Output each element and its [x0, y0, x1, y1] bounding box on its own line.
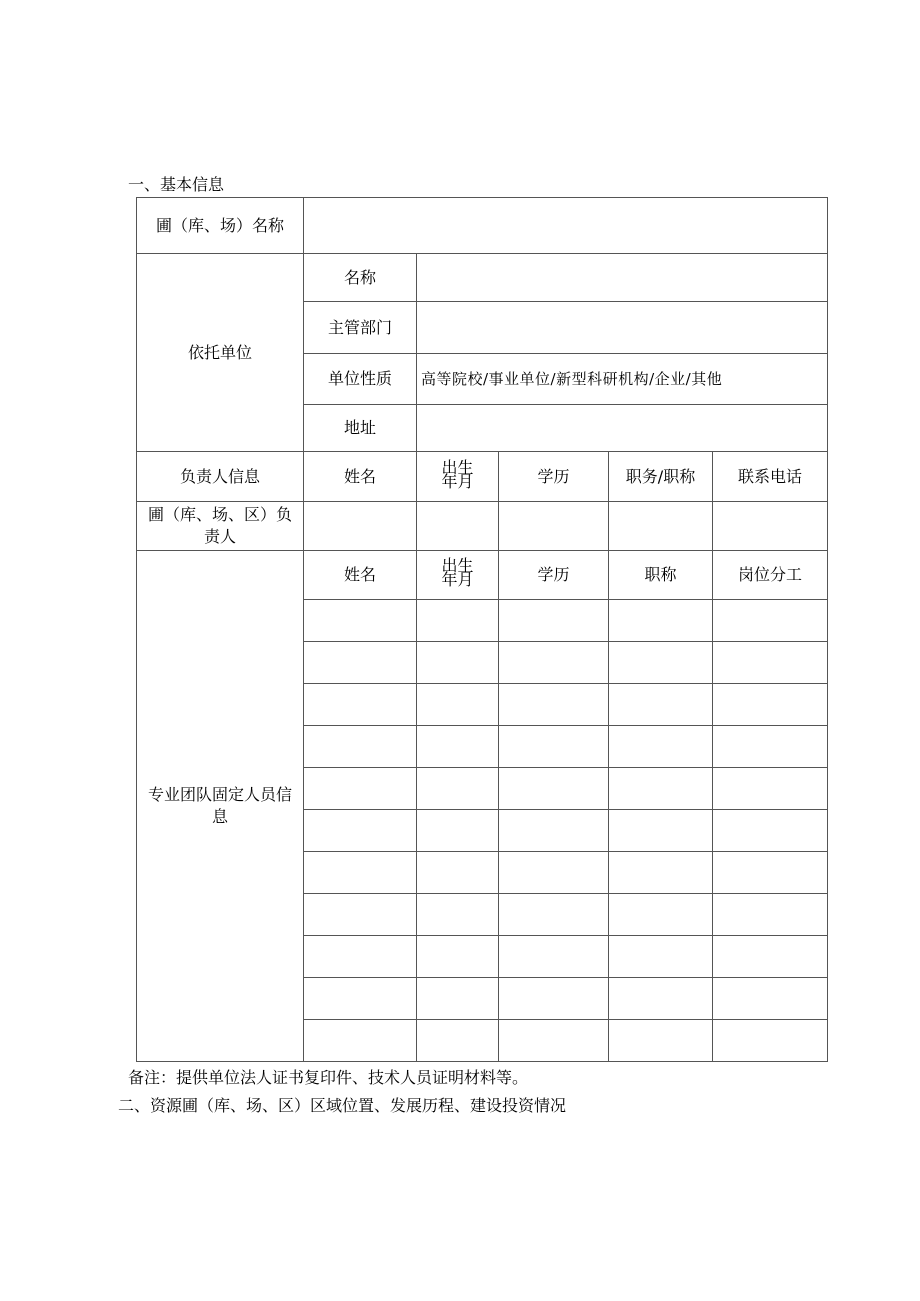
leader-header-birth: 出生 年月 [417, 452, 499, 502]
leader-header-education: 学历 [499, 452, 609, 502]
team-cell[interactable] [499, 642, 609, 684]
team-cell[interactable] [713, 726, 828, 768]
team-cell[interactable] [609, 726, 713, 768]
team-cell[interactable] [713, 1020, 828, 1062]
unit-type-label: 单位性质 [304, 354, 417, 405]
team-cell[interactable] [499, 852, 609, 894]
team-cell[interactable] [609, 936, 713, 978]
team-header-row [137, 551, 828, 600]
unit-address-field[interactable] [417, 405, 828, 452]
team-cell[interactable] [499, 978, 609, 1020]
team-cell[interactable] [304, 978, 417, 1020]
team-cell[interactable] [304, 768, 417, 810]
section-1-title: 一、基本信息 [128, 175, 225, 194]
team-cell[interactable] [499, 726, 609, 768]
team-cell[interactable] [304, 936, 417, 978]
team-cell[interactable] [499, 936, 609, 978]
remark-note: 备注：提供单位法人证书复印件、技术人员证明材料等。 [128, 1068, 529, 1087]
team-cell[interactable] [304, 894, 417, 936]
team-cell[interactable] [609, 600, 713, 642]
team-cell[interactable] [304, 600, 417, 642]
leader-header-title: 职务/职称 [609, 452, 713, 502]
team-cell[interactable] [713, 810, 828, 852]
team-cell[interactable] [304, 810, 417, 852]
team-cell[interactable] [609, 810, 713, 852]
team-cell[interactable] [417, 684, 499, 726]
team-cell[interactable] [713, 936, 828, 978]
team-cell[interactable] [713, 600, 828, 642]
team-cell[interactable] [609, 852, 713, 894]
team-cell[interactable] [304, 726, 417, 768]
leader-name-cell[interactable] [304, 502, 417, 551]
team-cell[interactable] [609, 1020, 713, 1062]
team-header-duty: 岗位分工 [713, 551, 828, 600]
team-cell[interactable] [417, 852, 499, 894]
team-cell[interactable] [304, 1020, 417, 1062]
team-cell[interactable] [417, 894, 499, 936]
unit-name-label: 名称 [304, 254, 417, 302]
team-cell[interactable] [304, 642, 417, 684]
team-cell[interactable] [417, 726, 499, 768]
leader-header-row [137, 452, 828, 502]
team-cell[interactable] [304, 852, 417, 894]
team-cell[interactable] [499, 768, 609, 810]
team-header-name: 姓名 [304, 551, 417, 600]
basic-info-table [136, 197, 828, 1062]
leader-row-label: 圃（库、场、区）负 责人 [137, 502, 304, 551]
nursery-name-row [137, 198, 828, 254]
team-cell[interactable] [713, 684, 828, 726]
leader-birth-cell[interactable] [417, 502, 499, 551]
team-cell[interactable] [713, 768, 828, 810]
unit-address-label: 地址 [304, 405, 417, 452]
team-header-title: 职称 [609, 551, 713, 600]
team-header-birth: 出生 年月 [417, 551, 499, 600]
leader-education-cell[interactable] [499, 502, 609, 551]
team-cell[interactable] [713, 894, 828, 936]
team-cell[interactable] [609, 684, 713, 726]
team-label: 专业团队固定人员信 息 [137, 551, 304, 1062]
host-unit-label: 依托单位 [137, 254, 304, 452]
team-cell[interactable] [713, 642, 828, 684]
team-cell[interactable] [499, 810, 609, 852]
team-cell[interactable] [499, 684, 609, 726]
leader-header-phone: 联系电话 [713, 452, 828, 502]
unit-type-options[interactable]: 高等院校/事业单位/新型科研机构/企业/其他 [417, 354, 828, 405]
team-cell[interactable] [713, 978, 828, 1020]
team-cell[interactable] [417, 600, 499, 642]
leader-header-name: 姓名 [304, 452, 417, 502]
team-cell[interactable] [417, 978, 499, 1020]
leader-info-label: 负责人信息 [137, 452, 304, 502]
team-cell[interactable] [609, 768, 713, 810]
team-cell[interactable] [417, 642, 499, 684]
unit-dept-field[interactable] [417, 302, 828, 354]
section-2-title: 二、资源圃（库、场、区）区域位置、发展历程、建设投资情况 [118, 1096, 567, 1115]
team-cell[interactable] [609, 978, 713, 1020]
leader-title-cell[interactable] [609, 502, 713, 551]
nursery-name-label: 圃（库、场）名称 [137, 198, 304, 254]
nursery-name-field[interactable] [304, 198, 828, 254]
team-cell[interactable] [609, 894, 713, 936]
team-cell[interactable] [304, 684, 417, 726]
team-cell[interactable] [499, 600, 609, 642]
team-cell[interactable] [417, 768, 499, 810]
team-cell[interactable] [417, 810, 499, 852]
unit-name-row [137, 254, 828, 302]
team-cell[interactable] [713, 852, 828, 894]
unit-name-field[interactable] [417, 254, 828, 302]
team-cell[interactable] [499, 894, 609, 936]
unit-dept-label: 主管部门 [304, 302, 417, 354]
team-cell[interactable] [499, 1020, 609, 1062]
team-header-education: 学历 [499, 551, 609, 600]
team-cell[interactable] [609, 642, 713, 684]
team-cell[interactable] [417, 936, 499, 978]
leader-row [137, 502, 828, 551]
team-cell[interactable] [417, 1020, 499, 1062]
leader-phone-cell[interactable] [713, 502, 828, 551]
